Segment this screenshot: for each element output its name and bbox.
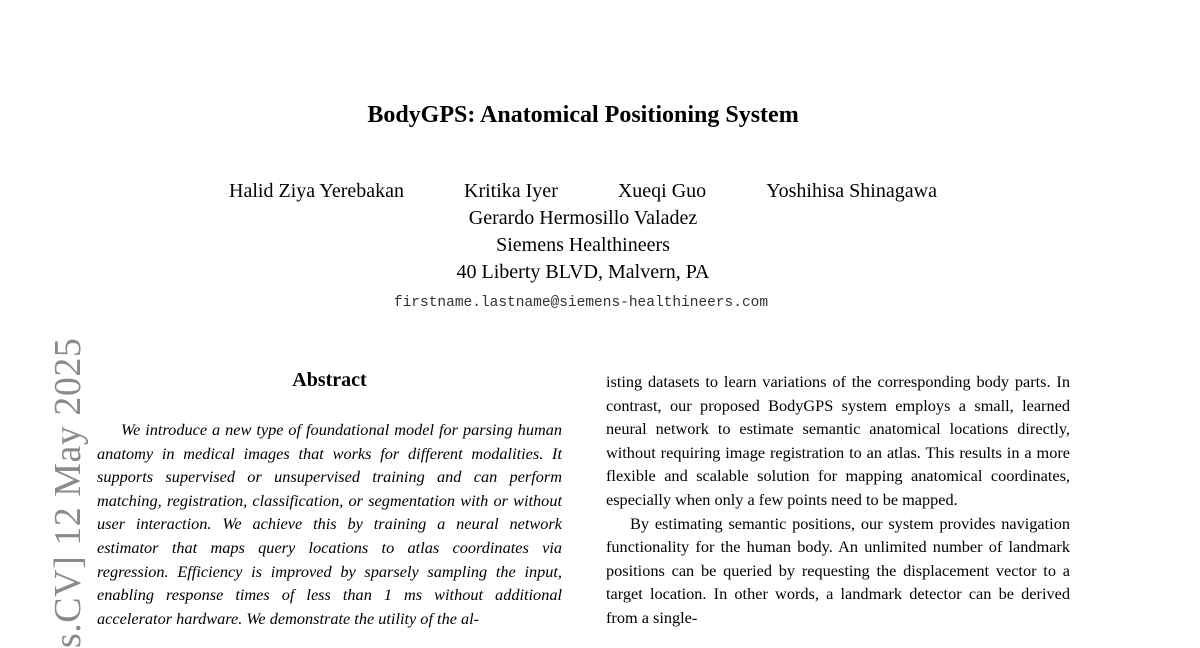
author-name: Xueqi Guo (617, 180, 707, 202)
address: 40 Liberty BLVD, Malvern, PA (456, 261, 710, 283)
author-email: firstname.lastname@siemens-healthineers.com (393, 295, 769, 311)
author-name: Gerardo Hermosillo Valadez (468, 207, 698, 229)
author-name: Yoshihisa Shinagawa (766, 180, 937, 202)
affiliation: Siemens Healthineers (496, 234, 670, 256)
abstract-heading: Abstract (292, 369, 367, 391)
author-name: Kritika Iyer (464, 180, 558, 202)
body-paragraph: isting datasets to learn variations of the corresponding body parts. In contrast, our proposed BodyGPS system employs a small, learned neural network to estimate semantic anatomical locations directly, without requiring image registration to an atlas. This results in a more flexible and scalable solution for mapping anatomical coordinates, especially when only a few points need to be mapped. (606, 372, 1070, 509)
author-block (0, 178, 1166, 286)
body-paragraph: By estimating semantic positions, our system provides navigation functionality for the human body. An unlimited number of landmark positions can be queried by requesting the displacement vector to a target location. In other words, a landmark detector can be derived from a single- (606, 513, 1070, 627)
abstract-text: We introduce a new type of foundational model for parsing human anatomy in medical images that works for different modalities. It supports supervised or unsupervised training and can perform matching, registration, classification, or segmentation with or without user interaction. We achieve this by training a neural network estimator that maps query locations to atlas coordinates via regression. Efficiency is improved by sparsely sampling the input, enabling response times of less than 1 ms without additional accelerator hardware. We demonstrate the utility of the al- (97, 420, 562, 628)
body-column-right (606, 370, 1070, 630)
author-row (0, 178, 1166, 205)
paper-title: BodyGPS: Anatomical Positioning System (367, 102, 799, 128)
arxiv-stamp: s.CV] 12 May 2025 (47, 337, 89, 648)
author-name: Halid Ziya Yerebakan (229, 180, 404, 202)
